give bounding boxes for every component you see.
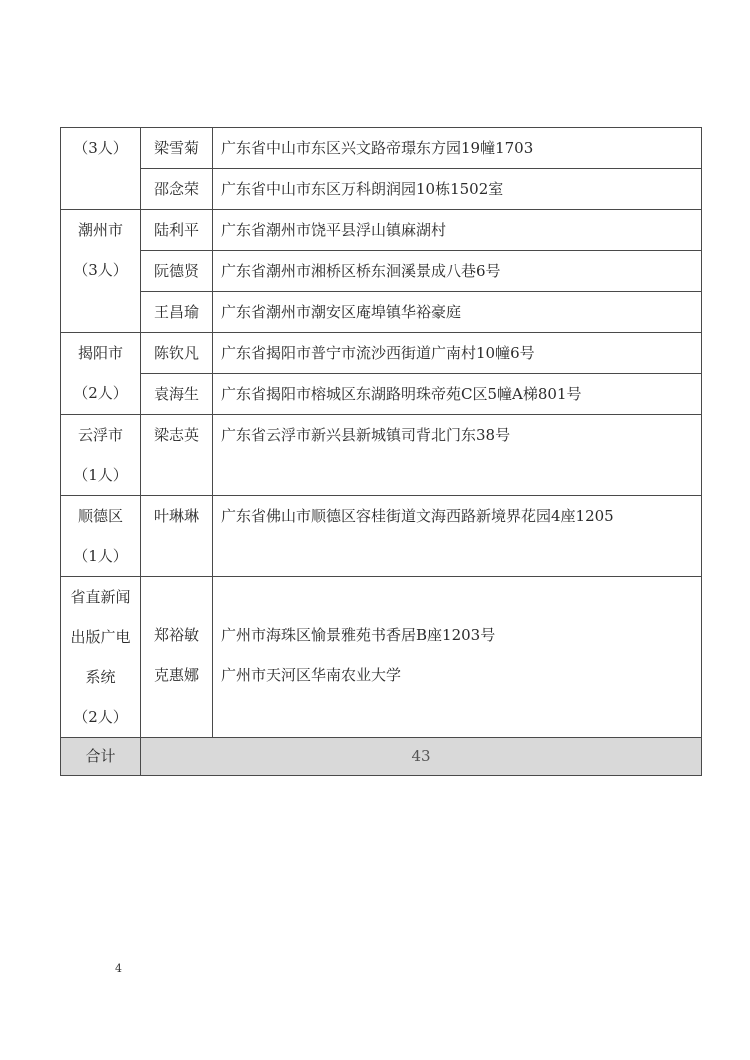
address-cell xyxy=(213,496,702,577)
person-address: 广东省揭阳市普宁市流沙西街道广南村10幢6号 xyxy=(221,344,535,362)
person-name: 叶琳琳 xyxy=(153,507,199,525)
table-row xyxy=(61,374,702,415)
table-row xyxy=(61,210,702,251)
person-address: 广东省佛山市顺德区容桂街道文海西路新境界花园4座1205 xyxy=(221,507,614,525)
region-label: 系统 xyxy=(85,668,116,686)
person-address: 广州市天河区华南农业大学 xyxy=(221,666,402,684)
total-count: 43 xyxy=(141,738,702,776)
region-count: （1人） xyxy=(73,466,128,484)
name-cell xyxy=(141,251,213,292)
region-cell xyxy=(61,577,141,738)
person-address: 广东省潮州市饶平县浮山镇麻湖村 xyxy=(221,221,447,239)
person-name: 梁志英 xyxy=(153,426,199,444)
person-address: 广州市海珠区愉景雅苑书香居B座1203号 xyxy=(221,626,496,644)
region-count: （2人） xyxy=(73,708,128,726)
address-cell xyxy=(213,374,702,415)
table-row xyxy=(61,292,702,333)
name-cell xyxy=(141,415,213,496)
region-label: 出版广电 xyxy=(70,628,131,646)
address-cell xyxy=(213,210,702,251)
region-cell xyxy=(61,210,141,333)
region-label: 潮州市 xyxy=(77,221,123,239)
person-name: 陈钦凡 xyxy=(153,344,199,362)
address-cell xyxy=(213,415,702,496)
table-row xyxy=(61,415,702,496)
name-cell xyxy=(141,333,213,374)
region-cell xyxy=(61,333,141,415)
total-row xyxy=(61,738,702,776)
person-address: 广东省中山市东区万科朗润园10栋1502室 xyxy=(221,180,504,198)
name-cell xyxy=(141,169,213,210)
total-label: 合计 xyxy=(61,738,141,776)
name-cell xyxy=(141,128,213,169)
recipient-table xyxy=(60,127,702,776)
region-label: 省直新闻 xyxy=(70,588,131,606)
person-name: 阮德贤 xyxy=(153,262,199,280)
region-cell xyxy=(61,128,141,210)
region-count: （3人） xyxy=(73,261,128,279)
name-cell xyxy=(141,210,213,251)
address-cell xyxy=(213,169,702,210)
table-row xyxy=(61,251,702,292)
region-label: 揭阳市 xyxy=(77,344,123,362)
region-label: 顺德区 xyxy=(77,507,123,525)
person-address: 广东省揭阳市榕城区东湖路明珠帝苑C区5幢A梯801号 xyxy=(221,385,582,403)
table-row xyxy=(61,128,702,169)
person-name: 陆利平 xyxy=(153,221,199,239)
address-cell xyxy=(213,577,702,738)
person-address: 广东省潮州市湘桥区桥东洄溪景成八巷6号 xyxy=(221,262,501,280)
table-row xyxy=(61,496,702,577)
address-cell xyxy=(213,333,702,374)
person-address: 广东省中山市东区兴文路帝璟东方园19幢1703 xyxy=(221,139,534,157)
person-name: 郑裕敏 xyxy=(153,626,199,644)
name-cell xyxy=(141,577,213,738)
region-cell xyxy=(61,496,141,577)
name-cell xyxy=(141,292,213,333)
region-label: （3人） xyxy=(73,139,128,157)
region-count: （1人） xyxy=(73,547,128,565)
address-cell xyxy=(213,128,702,169)
region-count: （2人） xyxy=(73,384,128,402)
name-cell xyxy=(141,496,213,577)
person-name: 梁雪菊 xyxy=(153,139,199,157)
person-name: 袁海生 xyxy=(153,385,199,403)
name-cell xyxy=(141,374,213,415)
region-label: 云浮市 xyxy=(77,426,123,444)
address-cell xyxy=(213,292,702,333)
person-address: 广东省云浮市新兴县新城镇司背北门东38号 xyxy=(221,426,511,444)
table-row xyxy=(61,169,702,210)
table-row xyxy=(61,333,702,374)
person-name: 王昌瑜 xyxy=(153,303,199,321)
address-cell xyxy=(213,251,702,292)
person-name: 克惠娜 xyxy=(153,666,199,684)
person-name: 邵念荣 xyxy=(153,180,199,198)
page-number: 4 xyxy=(115,962,122,975)
table-row xyxy=(61,577,702,738)
region-cell xyxy=(61,415,141,496)
person-address: 广东省潮州市潮安区庵埠镇华裕豪庭 xyxy=(221,303,462,321)
